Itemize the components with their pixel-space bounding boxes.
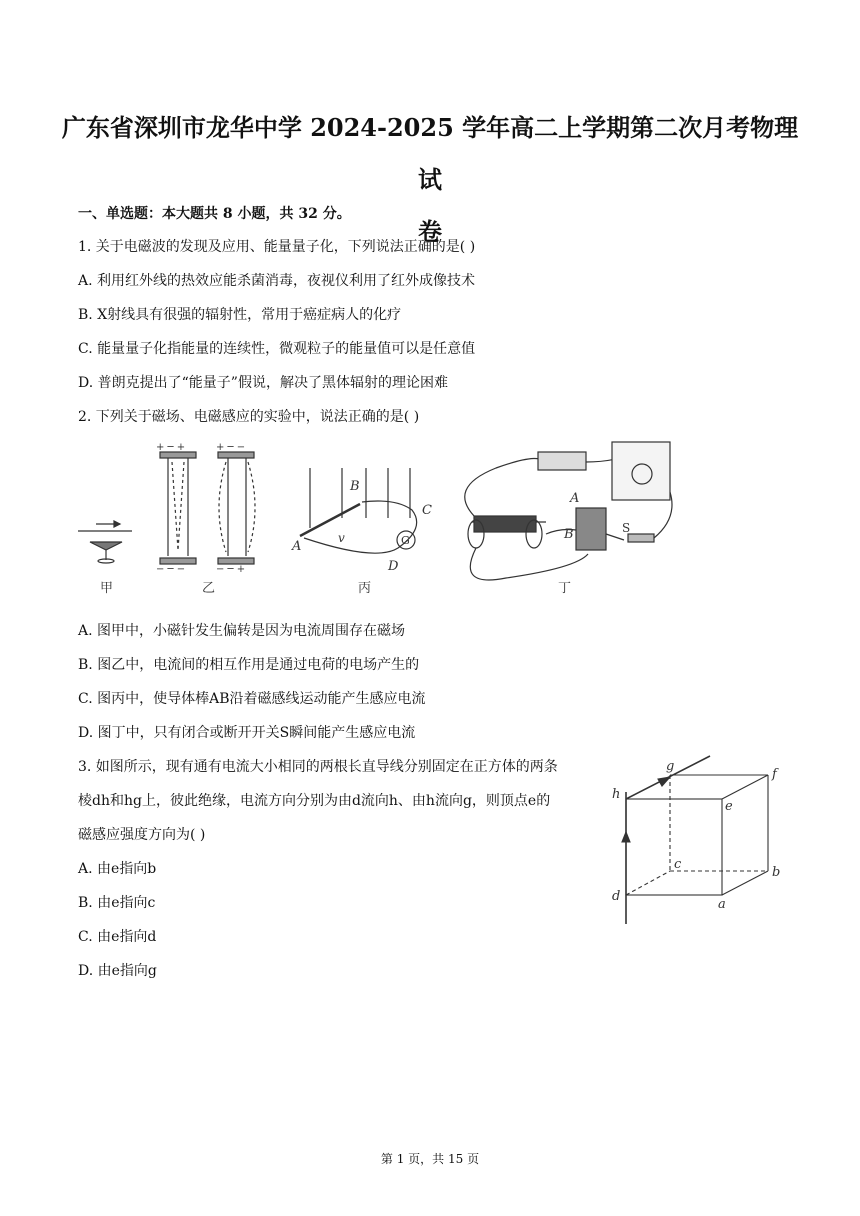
q1-stem: 1. 关于电磁波的发现及应用、能量量子化，下列说法正确的是( ) [78,239,476,255]
label-b-rod: B [350,479,360,494]
q3-option-a: A. 由e指向b [78,861,157,877]
q2-stem: 2. 下列关于磁场、电磁感应的实验中，说法正确的是( ) [78,409,420,425]
title-line-1: 广东省深圳市龙华中学 2024-2025 学年高二上学期第二次月考物理试 [61,113,799,194]
vertex-c: c [674,857,682,872]
q2-option-b: B. 图乙中，电流间的相互作用是通过电荷的电场产生的 [78,657,420,673]
q1-option-a: A. 利用红外线的热效应能杀菌消毒，夜视仪利用了红外成像技术 [78,273,476,289]
label-b-coil: B [564,527,574,542]
label-switch-s: S [622,521,631,535]
q2-option-c: C. 图丙中，使导体棒AB沿着磁感线运动能产生感应电流 [78,691,426,707]
label-v: v [338,531,345,545]
q2-option-d: D. 图丁中，只有闭合或断开开关S瞬间能产生感应电流 [78,725,416,741]
label-ding: 丁 [558,581,572,596]
document-title [60,102,800,258]
label-bing: 丙 [358,581,372,596]
svg-text:− ─ −: − ─ − [156,564,186,575]
svg-text:+ ─ −: + ─ − [216,442,246,453]
label-yi: 乙 [202,581,216,596]
vertex-g: g [666,759,675,774]
label-d: D [388,559,399,574]
figure-ding [465,442,672,580]
q1-option-d: D. 普朗克提出了“能量子”假说，解决了黑体辐射的理论困难 [78,375,448,391]
svg-text:+ ─ +: + ─ + [156,442,186,453]
q2-option-a: A. 图甲中，小磁针发生偏转是因为电流周围存在磁场 [78,623,406,639]
label-galvanometer: G [401,534,410,547]
q1-option-c: C. 能量量子化指能量的连续性，微观粒子的能量值可以是任意值 [78,341,476,357]
vertex-a: a [718,897,726,912]
q1-option-b: B. X射线具有很强的辐射性，常用于癌症病人的化疗 [78,307,402,323]
vertex-d: d [612,889,621,904]
q3-option-d: D. 由e指向g [78,963,157,979]
q3-stem-line-3: 磁感应强度方向为( ) [78,827,206,843]
vertex-f: f [772,767,777,782]
label-c: C [422,503,432,518]
figure-jia [78,521,132,563]
q2-figure [76,438,676,598]
vertex-e: e [725,799,733,814]
q3-option-c: C. 由e指向d [78,929,157,945]
q3-option-b: B. 由e指向c [78,895,156,911]
q3-stem-line-1: 3. 如图所示，现有通有电流大小相同的两根长直导线分别固定在正方体的两条 [78,759,558,775]
section-heading: 一、单选题：本大题共 8 小题，共 32 分。 [78,206,351,222]
q3-cube-figure [598,752,798,928]
label-jia: 甲 [100,581,114,596]
q3-stem-line-2: 棱dh和hg上，彼此绝缘，电流方向分别为由d流向h、由h流向g，则顶点e的 [78,793,551,809]
vertex-b: b [772,865,781,880]
page-footer: 第 1 页，共 15 页 [380,1152,480,1166]
title-line-2: 卷 [418,217,442,246]
figure-yi [156,442,255,575]
label-a-rod: A [292,539,302,554]
label-a-coil: A [570,491,580,506]
vertex-h: h [612,787,621,802]
svg-text:− ─ +: − ─ + [216,564,246,575]
